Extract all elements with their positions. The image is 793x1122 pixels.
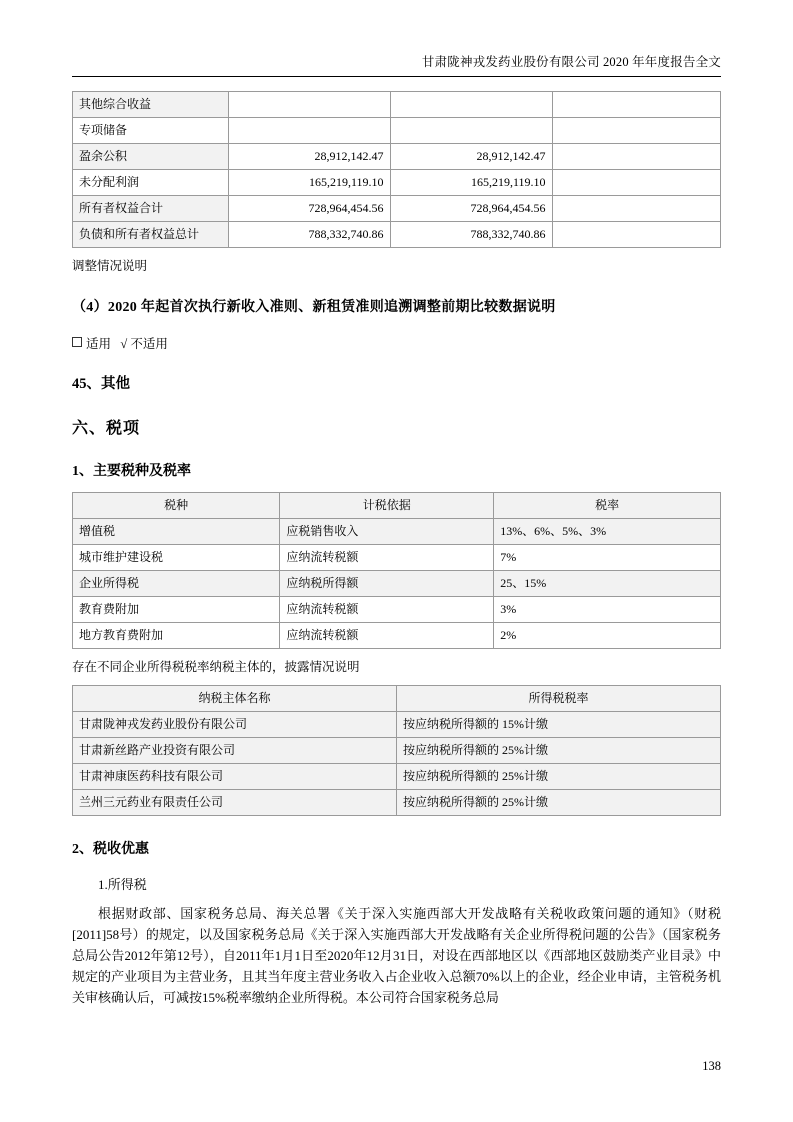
row-label: 未分配利润	[73, 170, 229, 196]
cell-tax-rate: 2%	[494, 623, 721, 649]
row-value-3	[552, 170, 720, 196]
table-row	[73, 222, 721, 248]
cell-entity-name: 甘肃神康医药科技有限公司	[73, 764, 397, 790]
tax-types-title: 1、主要税种及税率	[72, 464, 191, 479]
row-label: 盈余公积	[73, 144, 229, 170]
page-number: 138	[702, 1059, 721, 1073]
column-header-income-tax-rate: 所得税税率	[397, 686, 721, 712]
table-row	[73, 597, 721, 623]
cell-entity-name: 甘肃陇神戎发药业股份有限公司	[73, 712, 397, 738]
check-mark-icon: √	[120, 337, 128, 351]
table-row	[73, 764, 721, 790]
row-value-1: 788,332,740.86	[228, 222, 390, 248]
column-header-entity-name: 纳税主体名称	[73, 686, 397, 712]
cell-tax-basis: 应纳流转税额	[280, 597, 494, 623]
row-value-1	[228, 92, 390, 118]
table-row	[73, 170, 721, 196]
table-row	[73, 738, 721, 764]
row-value-2	[390, 118, 552, 144]
checkbox-unchecked-icon[interactable]	[72, 337, 82, 347]
row-value-1: 728,964,454.56	[228, 196, 390, 222]
tax-benefits-paragraph: 根据财政部、国家税务总局、海关总署《关于深入实施西部大开发战略有关税收政策问题的通知》（财税[2011]58号）的规定，以及国家税务总局《关于深入实施西部大开发战略有关企业所得税问题的公告》（国家税务总局公告2012年第12号），自2011年1月1日至2020年12月31日，对设在西部地区以《西部地区鼓励类产业目录》中规定的产业项目为主营业务，且其当年度主营业务收入占企业收入总额70%以上的企业，经企业申请，主管税务机关审核确认后，可减按15%税率缴纳企业所得税。本公司符合国家税务总局	[72, 906, 721, 1006]
table-row	[73, 545, 721, 571]
row-value-2	[390, 92, 552, 118]
row-value-2: 165,219,119.10	[390, 170, 552, 196]
table-row	[73, 712, 721, 738]
running-header: 甘肃陇神戎发药业股份有限公司 2020 年年度报告全文	[421, 55, 721, 69]
cell-tax-basis: 应纳流转税额	[280, 545, 494, 571]
row-value-2: 28,912,142.47	[390, 144, 552, 170]
cell-entity-rate: 按应纳税所得额的 25%计缴	[397, 790, 721, 816]
section-title-4: （4）2020 年起首次执行新收入准则、新租赁准则追溯调整前期比较数据说明	[72, 300, 556, 315]
choice-not-applicable-label: 不适用	[130, 337, 168, 351]
column-header-tax-basis: 计税依据	[280, 493, 494, 519]
table-row	[73, 571, 721, 597]
table-row	[73, 196, 721, 222]
cell-tax-type: 企业所得税	[73, 571, 280, 597]
cell-entity-rate: 按应纳税所得额的 25%计缴	[397, 764, 721, 790]
row-label: 专项储备	[73, 118, 229, 144]
tax-benefits-subtitle: 1.所得税	[98, 877, 147, 892]
table-header-row	[73, 493, 721, 519]
choice-applicable-label: 适用	[86, 337, 112, 351]
header-divider	[72, 76, 721, 77]
cell-tax-rate: 25、15%	[494, 571, 721, 597]
table-row	[73, 623, 721, 649]
row-value-1: 165,219,119.10	[228, 170, 390, 196]
cell-tax-type: 城市维护建设税	[73, 545, 280, 571]
cell-tax-type: 地方教育费附加	[73, 623, 280, 649]
row-value-1: 28,912,142.47	[228, 144, 390, 170]
cell-tax-rate: 13%、6%、5%、3%	[494, 519, 721, 545]
table-row	[73, 144, 721, 170]
row-label: 负债和所有者权益总计	[73, 222, 229, 248]
cell-tax-type: 增值税	[73, 519, 280, 545]
table-row	[73, 92, 721, 118]
cell-tax-rate: 3%	[494, 597, 721, 623]
column-header-tax-type: 税种	[73, 493, 280, 519]
table-row	[73, 790, 721, 816]
table-row	[73, 519, 721, 545]
cell-entity-name: 甘肃新丝路产业投资有限公司	[73, 738, 397, 764]
row-label: 其他综合收益	[73, 92, 229, 118]
section-title-45: 45、其他	[72, 376, 130, 392]
entity-tax-rate-table	[72, 685, 721, 816]
cell-entity-name: 兰州三元药业有限责任公司	[73, 790, 397, 816]
table-caption: 调整情况说明	[72, 259, 148, 273]
equity-table	[72, 91, 721, 248]
row-value-2: 728,964,454.56	[390, 196, 552, 222]
row-label: 所有者权益合计	[73, 196, 229, 222]
table-header-row	[73, 686, 721, 712]
column-header-tax-rate: 税率	[494, 493, 721, 519]
row-value-1	[228, 118, 390, 144]
tax-benefits-title: 2、税收优惠	[72, 842, 149, 857]
row-value-3	[552, 222, 720, 248]
row-value-3	[552, 118, 720, 144]
row-value-2: 788,332,740.86	[390, 222, 552, 248]
cell-entity-rate: 按应纳税所得额的 15%计缴	[397, 712, 721, 738]
row-value-3	[552, 144, 720, 170]
row-value-3	[552, 92, 720, 118]
cell-tax-type: 教育费附加	[73, 597, 280, 623]
chapter-title-6: 六、税项	[72, 420, 141, 437]
tax-types-table	[72, 492, 721, 649]
cell-tax-rate: 7%	[494, 545, 721, 571]
applicability-choice	[72, 334, 721, 352]
cell-tax-basis: 应纳流转税额	[280, 623, 494, 649]
table-row	[73, 118, 721, 144]
cell-entity-rate: 按应纳税所得额的 25%计缴	[397, 738, 721, 764]
cell-tax-basis: 应纳税所得额	[280, 571, 494, 597]
row-value-3	[552, 196, 720, 222]
tax-types-note: 存在不同企业所得税税率纳税主体的，披露情况说明	[72, 660, 360, 674]
cell-tax-basis: 应税销售收入	[280, 519, 494, 545]
